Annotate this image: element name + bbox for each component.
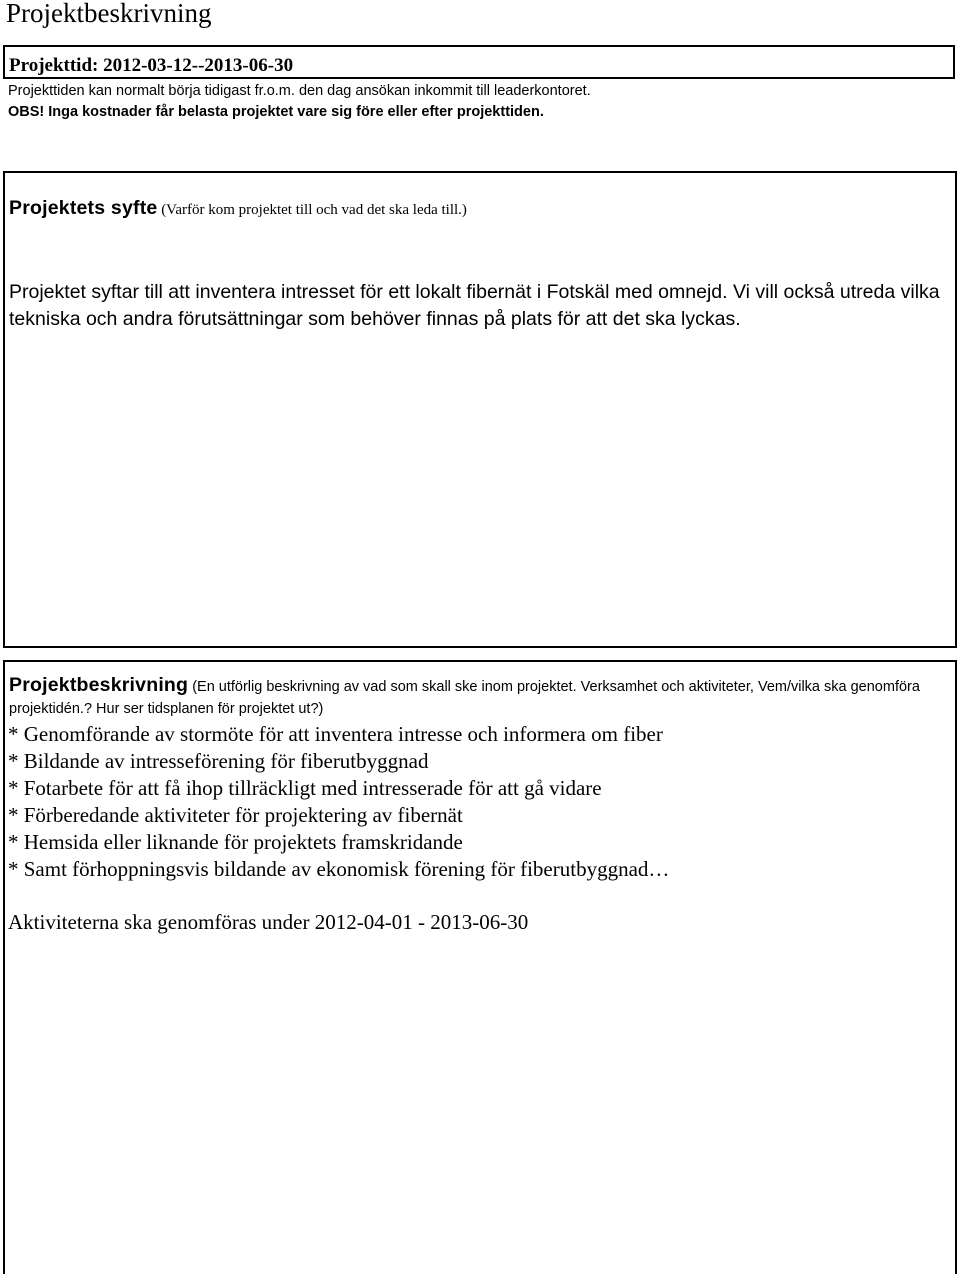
list-item: * Samt förhoppningsvis bildande av ekonomisk förening för fiberutbyggnad… <box>8 857 670 881</box>
list-item: * Hemsida eller liknande för projektets framskridande <box>8 830 463 854</box>
project-cost-warning: OBS! Inga kostnader får belasta projektet vare sig före eller efter projekttiden. <box>8 104 544 120</box>
purpose-heading <box>9 197 467 220</box>
purpose-section-box <box>3 171 957 648</box>
list-item: * Bildande av intresseförening för fiberutbyggnad <box>8 749 429 773</box>
activity-schedule: Aktiviteterna ska genomföras under 2012-04-01 - 2013-06-30 <box>8 910 529 934</box>
description-heading-title: Projektbeskrivning <box>9 674 189 696</box>
list-item: * Fotarbete för att få ihop tillräckligt med intresserade för att gå vidare <box>8 776 602 800</box>
description-heading-hint: (En utförlig beskrivning av vad som skall ske inom projektet. Verksamhet och aktiviteter, Vem/vilka ska genomföra projektidén.? Hur ser tidsplanen för projektet ut?) <box>9 679 920 717</box>
project-period-label: Projekttid: 2012-03-12--2013-06-30 <box>9 55 294 76</box>
purpose-heading-title: Projektets syfte <box>9 197 158 219</box>
description-heading <box>9 675 944 720</box>
list-item: * Genomförande av stormöte för att inventera intresse och informera om fiber <box>8 722 663 746</box>
project-period-note: Projekttiden kan normalt börja tidigast fr.o.m. den dag ansökan inkommit till leaderkontoret. <box>8 83 591 99</box>
activity-list <box>8 721 669 883</box>
page-title: Projektbeskrivning <box>6 0 212 28</box>
purpose-text: Projektet syftar till att inventera intresset för ett lokalt fibernät i Fotskäl med omnejd. Vi vill också utreda vilka tekniska och andra förutsättningar som behöver finnas på plats för att det ska lyckas. <box>9 281 940 330</box>
purpose-heading-hint: (Varför kom projektet till och vad det ska leda till.) <box>157 202 467 218</box>
list-item: * Förberedande aktiviteter för projektering av fibernät <box>8 803 463 827</box>
